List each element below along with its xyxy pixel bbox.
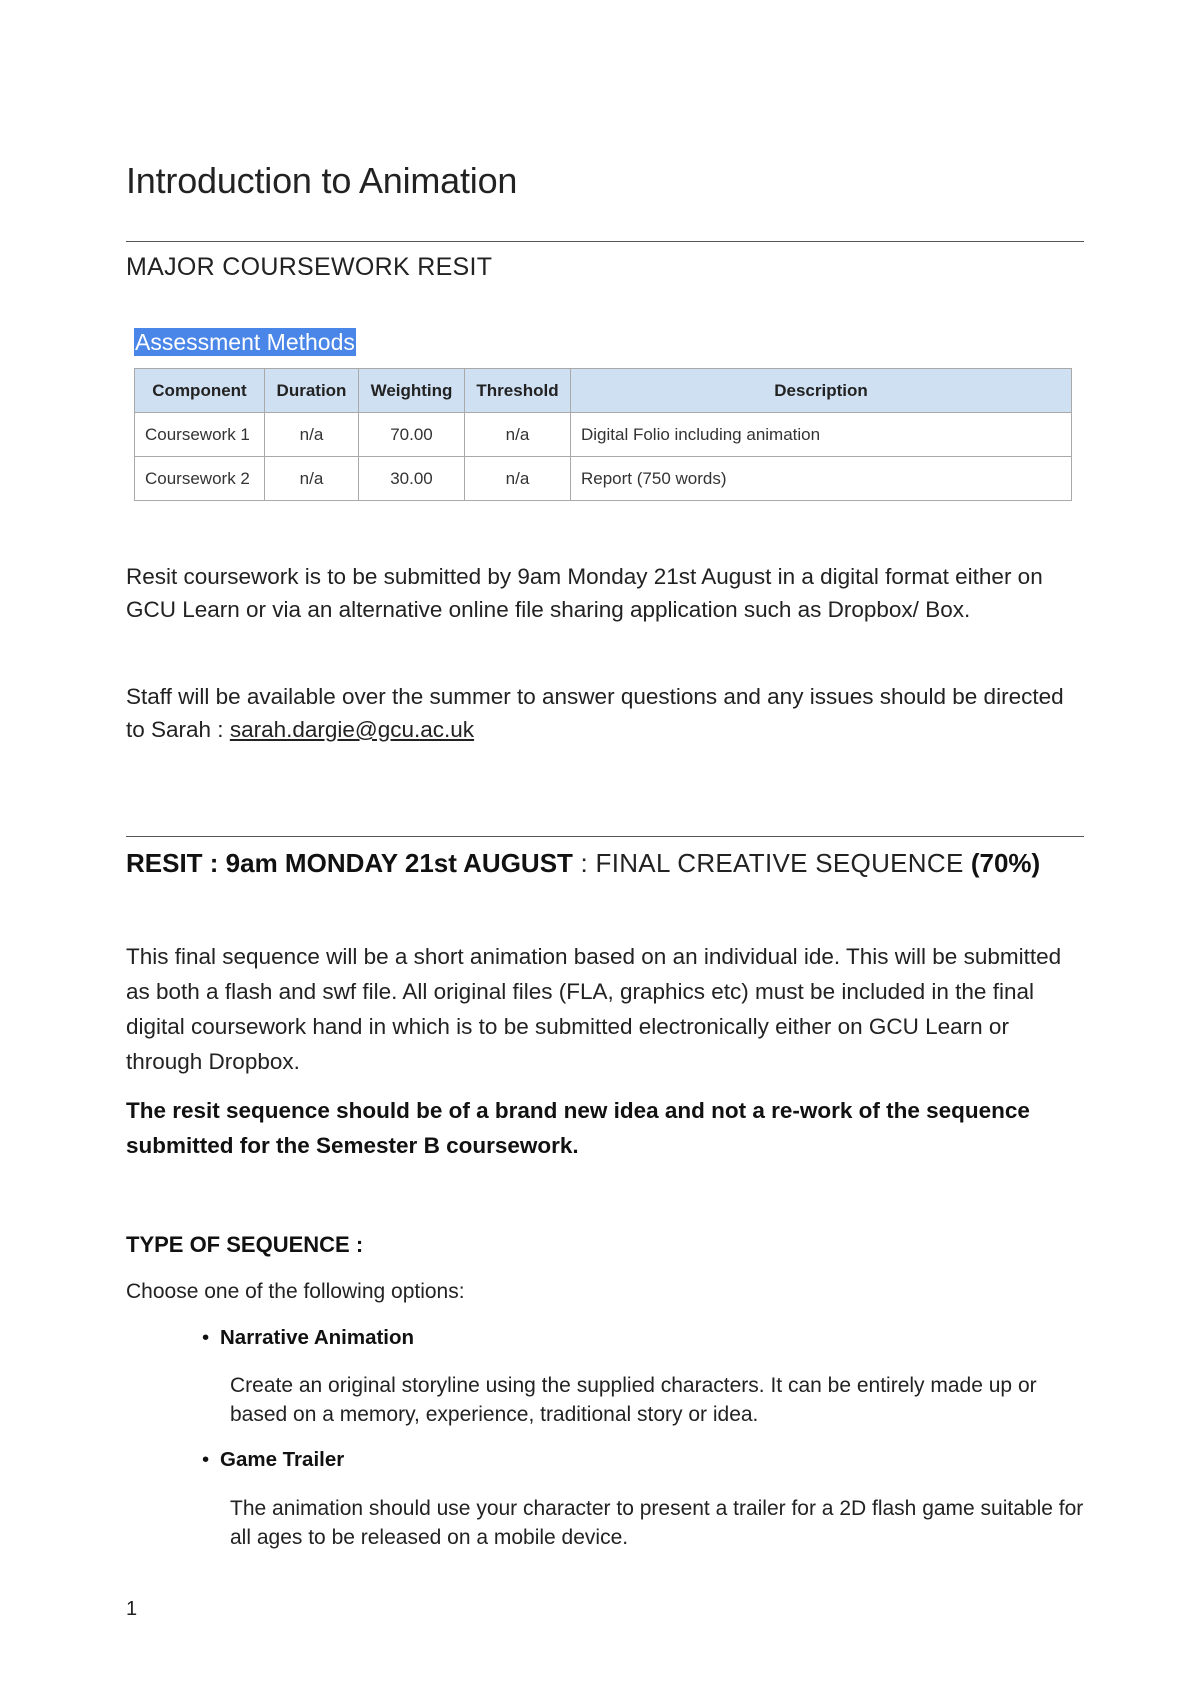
type-of-sequence-heading: TYPE OF SEQUENCE : (126, 1232, 364, 1257)
table-cell: n/a (265, 457, 359, 501)
important-note: The resit sequence should be of a brand new idea and not a re-work of the sequence submitted for the Semester B coursework. (126, 1098, 1030, 1158)
staff-email-link[interactable]: sarah.dargie@gcu.ac.uk (229, 717, 475, 742)
bullet-icon: • (202, 1448, 210, 1471)
table-cell: Digital Folio including animation (571, 413, 1072, 457)
column-header: Component (135, 369, 265, 413)
resit-heading-percentage: (70%) (970, 848, 1041, 878)
option-title-text: Game Trailer (220, 1448, 345, 1471)
column-header: Threshold (465, 369, 571, 413)
bullet-icon: • (202, 1326, 210, 1349)
resit-heading (126, 843, 1084, 884)
staff-text: Staff will be available over the summer to answer questions and any issues should be directed to Sarah : (126, 684, 1064, 742)
table-cell: n/a (265, 413, 359, 457)
table-cell: Report (750 words) (571, 457, 1072, 501)
assessment-table (134, 368, 1072, 501)
table-cell: Coursework 1 (135, 413, 265, 457)
table-row (135, 457, 1072, 501)
page-number: 1 (126, 1598, 138, 1620)
choose-instruction: Choose one of the following options: (126, 1280, 465, 1303)
table-cell: Coursework 2 (135, 457, 265, 501)
resit-heading-title: FINAL CREATIVE SEQUENCE (595, 848, 964, 878)
option-title (202, 1326, 414, 1350)
column-header: Weighting (359, 369, 465, 413)
submission-paragraph: Resit coursework is to be submitted by 9am Monday 21st August in a digital format either on GCU Learn or via an alternative online file sharing application such as Dropbox/ Box. (126, 564, 1043, 622)
sequence-paragraph: This final sequence will be a short animation based on an individual ide. This will be submitted as both a flash and swf file. All original files (FLA, graphics etc) must be included in the final digital coursework hand in which is to be submitted electronically either on GCU Learn or through Dropbox. (126, 944, 1062, 1074)
resit-heading-separator: : (572, 848, 596, 878)
column-header: Duration (265, 369, 359, 413)
staff-paragraph (126, 680, 1084, 746)
assessment-methods-label: Assessment Methods (135, 329, 355, 355)
page-subtitle: MAJOR COURSEWORK RESIT (126, 253, 493, 281)
page-title: Introduction to Animation (126, 160, 518, 201)
column-header: Description (571, 369, 1072, 413)
section-divider (126, 836, 1084, 837)
table-cell: 70.00 (359, 413, 465, 457)
option-title (202, 1448, 344, 1472)
table-cell: n/a (465, 413, 571, 457)
option-description: Create an original storyline using the supplied characters. It can be entirely made up or based on a memory, experience, traditional story or idea. (230, 1374, 1037, 1426)
table-header-row (135, 369, 1072, 413)
table-row (135, 413, 1072, 457)
title-divider (126, 241, 1084, 242)
option-description: The animation should use your character to present a trailer for a 2D flash game suitable for all ages to be released on a mobile device. (230, 1497, 1084, 1549)
resit-heading-date: RESIT : 9am MONDAY 21st AUGUST (126, 848, 573, 878)
option-title-text: Narrative Animation (220, 1326, 415, 1349)
table-cell: n/a (465, 457, 571, 501)
table-cell: 30.00 (359, 457, 465, 501)
